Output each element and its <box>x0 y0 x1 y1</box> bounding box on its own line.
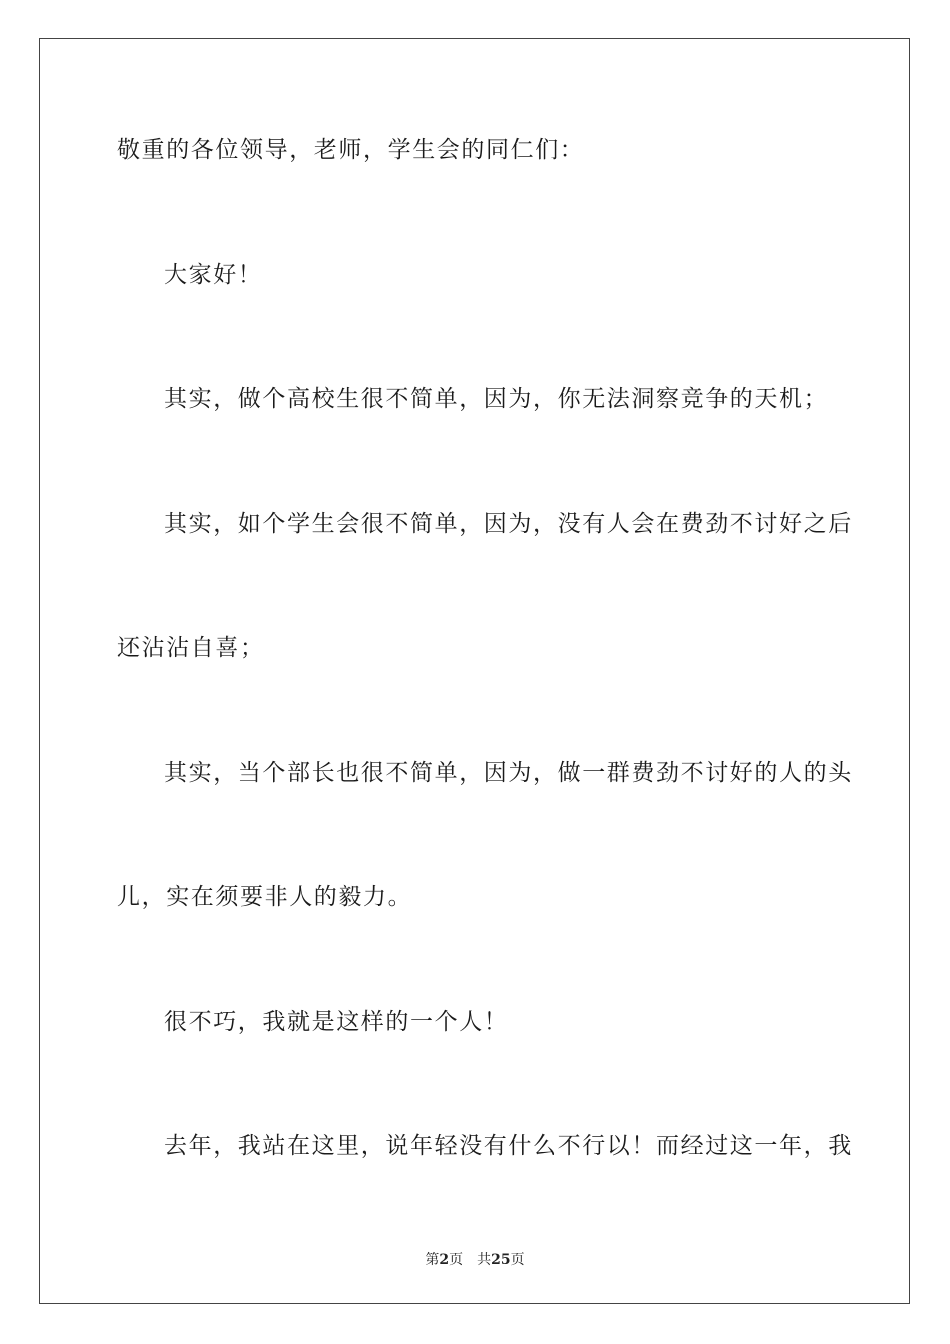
page-number: 2 <box>439 1252 450 1268</box>
paragraph-line: 很不巧，我就是这样的一个人！ <box>164 1009 509 1035</box>
total-prefix: 共 <box>477 1252 492 1268</box>
paragraph-line: 其实，做个高校生很不简单，因为，你无法洞察竞争的天机； <box>164 386 829 412</box>
paragraph-continuation-line: 儿，实在须要非人的毅力。 <box>117 884 413 910</box>
greeting-paragraph: 大家好！ <box>164 262 263 288</box>
paragraph-line: 其实，当个部长也很不简单，因为，做一群费劲不讨好的人的头 <box>164 760 853 786</box>
page-footer <box>0 1249 950 1269</box>
paragraph-line: 其实，如个学生会很不简单，因为，没有人会在费劲不讨好之后 <box>164 511 853 537</box>
page-suffix: 页 <box>449 1252 464 1268</box>
paragraph-continuation-line: 还沾沾自喜； <box>117 635 265 661</box>
salutation-line: 敬重的各位领导，老师，学生会的同仁们： <box>117 137 585 163</box>
total-pages: 25 <box>491 1252 511 1268</box>
paragraph-line: 去年，我站在这里，说年轻没有什么不行以！而经过这一年，我 <box>164 1133 853 1159</box>
total-suffix: 页 <box>510 1252 525 1268</box>
page-border <box>39 38 910 1304</box>
page-prefix: 第 <box>425 1252 440 1268</box>
